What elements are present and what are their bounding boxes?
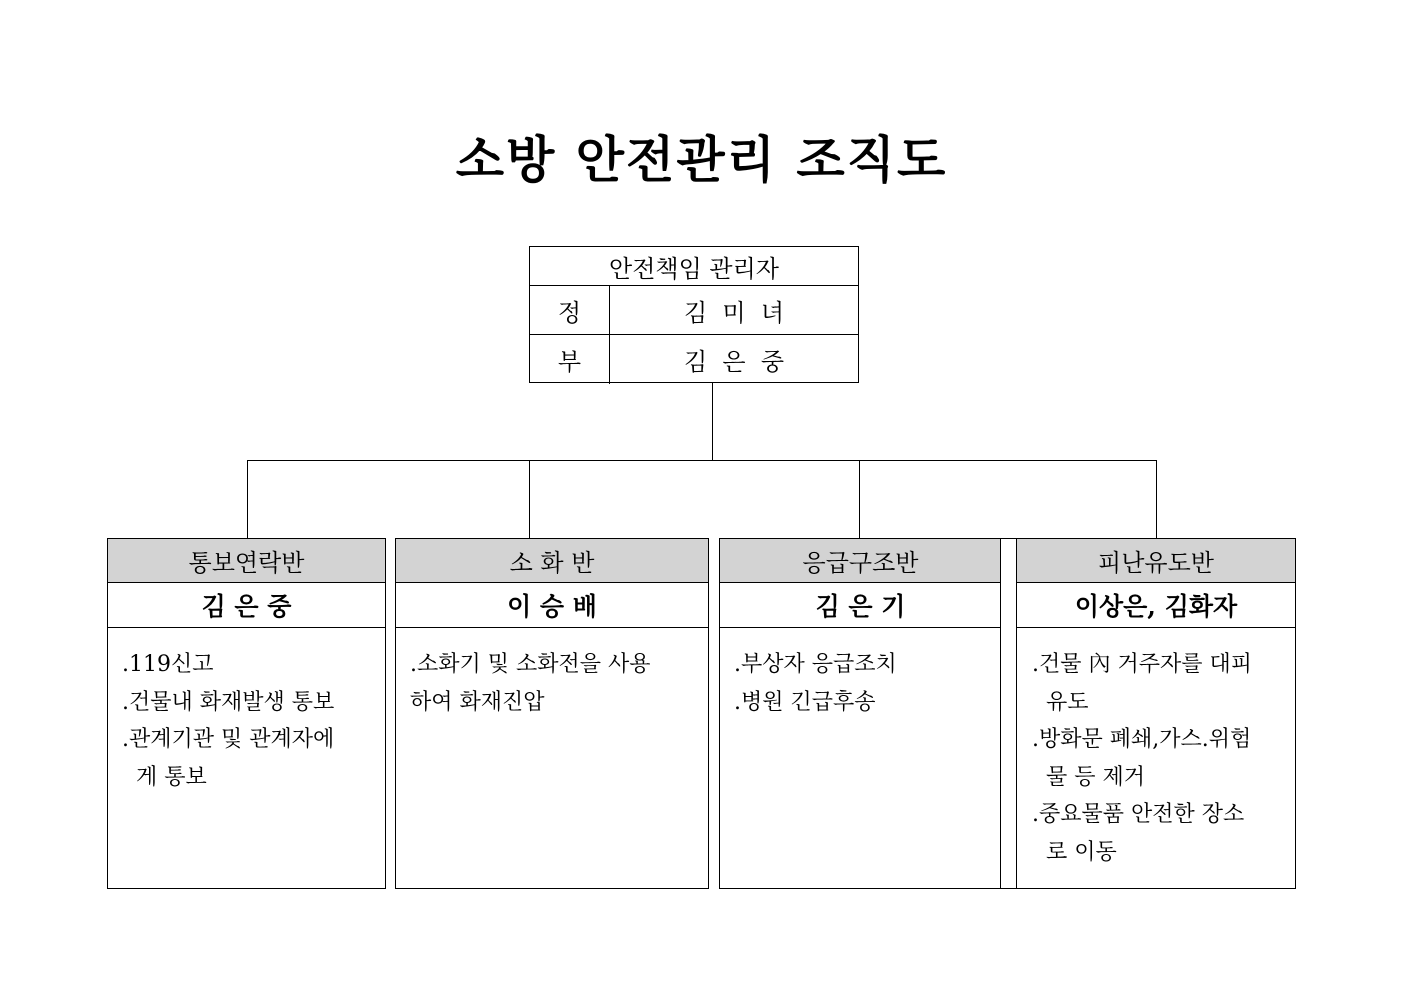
team-name: 응급구조반 [720,539,1001,583]
team-task-list [410,646,698,721]
team-task: 게 통보 [122,764,207,790]
team-task: 유도 [1032,689,1089,715]
safety-manager-box [529,246,859,383]
team-leader: 김 은 기 [720,583,1001,628]
box-divider [1000,539,1001,888]
manager-name: 김 은 중 [683,348,785,376]
team-task: .소화기 및 소화전을 사용 [410,652,651,677]
connector-team-4 [1156,460,1157,538]
manager-role: 정 [530,286,610,334]
team-task: .건물내 화재발생 통보 [122,689,335,715]
team-task: .관계기관 및 관계자에 [122,727,335,752]
team-box-first-aid [719,538,1017,889]
manager-role: 부 [530,335,610,384]
team-task: .방화문 폐쇄,가스.위험 [1032,727,1252,752]
team-task: .병원 긴급후송 [734,689,876,715]
chart-title: 소방 안전관리 조직도 [455,131,948,189]
connector-team-2 [529,460,530,538]
team-task: .중요물품 안전한 장소 [1032,802,1245,827]
team-leader: 김 은 중 [108,583,385,628]
manager-row-chief [530,286,858,335]
team-box-firefighting [395,538,709,889]
team-task: .119신고 [122,652,214,677]
manager-heading: 안전책임 관리자 [530,247,858,286]
connector-horizontal [247,460,1157,461]
team-name: 통보연락반 [108,539,385,583]
team-box-evacuation [1016,538,1296,889]
team-task: .건물 內 거주자를 대피 [1032,652,1252,677]
team-task: .부상자 응급조치 [734,652,897,677]
manager-name: 김 미 녀 [683,298,785,327]
connector-team-3 [859,460,860,538]
team-leader: 이상은, 김화자 [1017,583,1295,628]
connector-team-1 [247,460,248,538]
team-box-notification [107,538,386,889]
team-name: 소 화 반 [396,539,708,583]
team-task-list [1032,646,1285,871]
team-name: 피난유도반 [1017,539,1295,583]
team-task: 물 등 제거 [1032,764,1145,790]
team-task: 하여 화재진압 [410,689,545,715]
team-task-list [734,646,991,721]
team-task-list [122,646,375,796]
manager-row-deputy [530,335,858,384]
team-task: 로 이동 [1032,839,1117,865]
connector-trunk [712,383,713,460]
team-leader: 이 승 배 [396,583,708,628]
